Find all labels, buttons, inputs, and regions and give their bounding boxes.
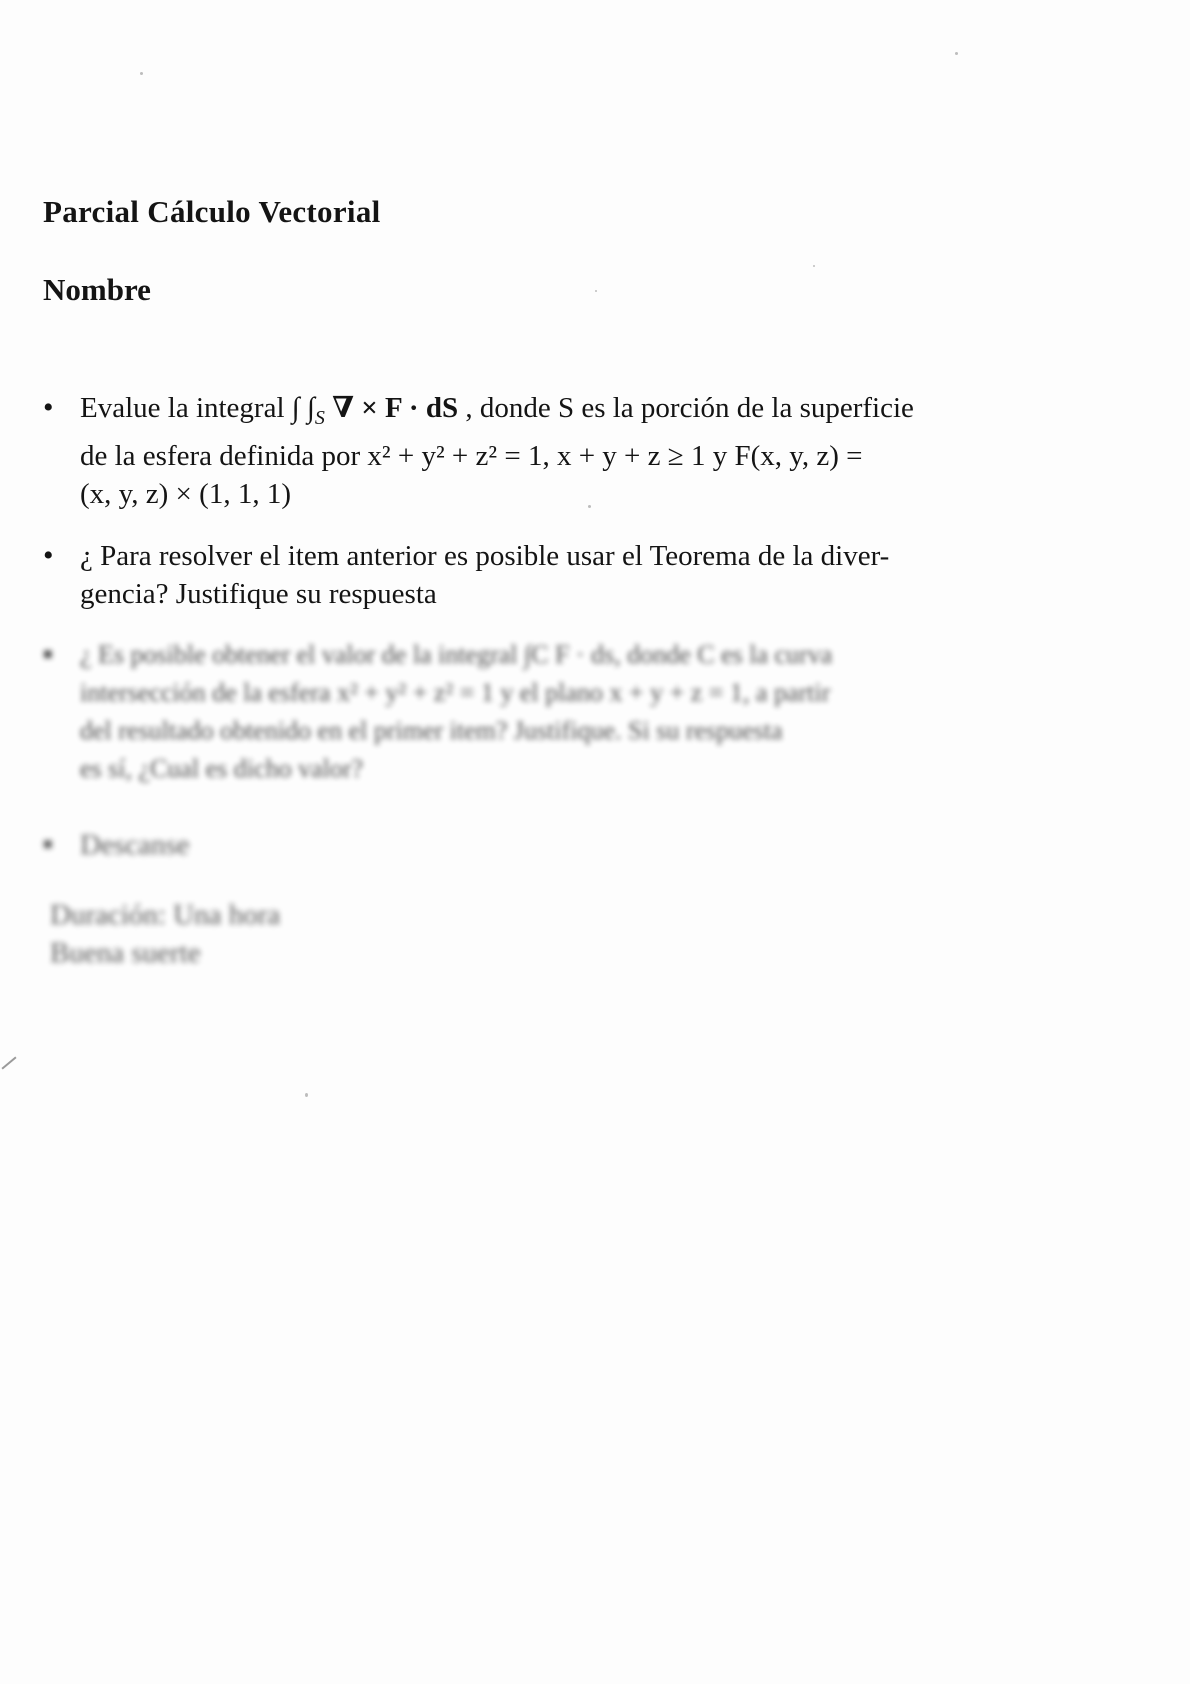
- pencil-mark: [1, 1056, 16, 1069]
- question-line: intersección de la esfera x² + y² + z² = 1 y el plano x + y + z = 1, a partir: [80, 678, 831, 707]
- question-text: [80, 537, 1055, 613]
- bullet-icon: •: [43, 539, 54, 572]
- scan-speck: [955, 52, 958, 55]
- question-line: de la esfera definida por x² + y² + z² = 1, x + y + z ≥ 1 y F(x, y, z) =: [80, 439, 863, 472]
- question-line: [80, 389, 1055, 437]
- question-prefix: Evalue la integral: [80, 392, 285, 424]
- scan-speck: [813, 265, 815, 267]
- scan-speck: [305, 1093, 308, 1097]
- integral-subscript: S: [314, 406, 325, 429]
- question-line: es sí, ¿Cual es dicho valor?: [80, 754, 364, 783]
- scan-speck: [140, 72, 143, 75]
- question-line: gencia? Justifique su respuesta: [80, 578, 437, 610]
- question-text: [80, 636, 1055, 788]
- scan-speck: [595, 290, 597, 292]
- question-line: ¿ Para resolver el item anterior es posible usar el Teorema de la diver-: [80, 540, 890, 572]
- bullet-icon: •: [43, 391, 54, 424]
- question-line: ¿ Es posible obtener el valor de la integral ∫C F · ds, donde C es la curva: [80, 640, 833, 669]
- question-text: Descanse: [80, 829, 190, 861]
- exam-title: Parcial Cálculo Vectorial: [43, 194, 381, 229]
- name-label: Nombre: [43, 272, 151, 307]
- duration-text: Duración: Una hora: [50, 899, 281, 931]
- question-item-3: [43, 636, 1053, 796]
- question-suffix: , donde S es la porción de la superficie: [465, 392, 914, 424]
- question-item-1: [43, 389, 1053, 509]
- bullet-icon: ■: [43, 646, 53, 663]
- question-line: (x, y, z) × (1, 1, 1): [80, 477, 291, 510]
- good-luck-text: Buena suerte: [50, 937, 201, 969]
- question-item-4: [43, 826, 1053, 866]
- question-item-2: [43, 537, 1053, 617]
- integral-symbol: ∫ ∫: [291, 392, 315, 424]
- integrand-expression: ∇ × F · dS: [332, 392, 459, 424]
- question-line: del resultado obtenido en el primer item? Justifique. Si su respuesta: [80, 716, 783, 745]
- bullet-icon: ■: [43, 836, 53, 853]
- question-text: [80, 389, 1055, 513]
